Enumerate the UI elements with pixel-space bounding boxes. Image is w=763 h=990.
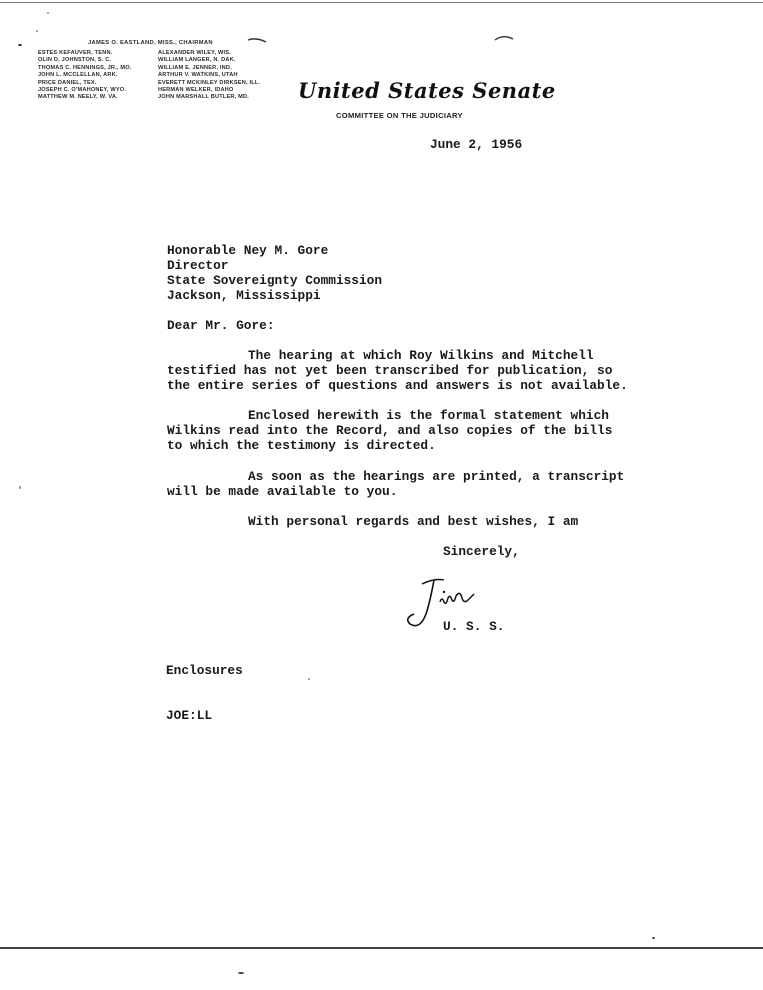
recipient-line: Director [167, 258, 229, 273]
member-name: ALEXANDER WILEY, WIS. [158, 50, 231, 56]
member-name: JOHN MARSHALL BUTLER, MD. [158, 94, 249, 101]
scan-speck [308, 678, 310, 680]
signature-initials: U. S. S. [443, 619, 505, 634]
recipient-line: State Sovereignty Commission [167, 273, 383, 288]
member-name: JOSEPH C. O'MAHONEY, WYO. [38, 87, 127, 94]
body-line: testified has not yet been transcribed for publication, so [167, 363, 613, 378]
committee-members-left [38, 50, 132, 102]
scan-speck [47, 12, 49, 14]
body-line: The hearing at which Roy Wilkins and Mitchell [248, 348, 594, 363]
body-line: will be made available to you. [167, 484, 398, 499]
closing: Sincerely, [443, 544, 520, 559]
scan-speck [19, 486, 21, 489]
reference-initials: JOE:LL [166, 708, 213, 723]
recipient-line: Honorable Ney M. Gore [167, 243, 329, 258]
body-line: As soon as the hearings are printed, a transcript [248, 469, 625, 484]
senate-title: United States Senate [298, 78, 556, 103]
committee-name: COMMITTEE ON THE JUDICIARY [336, 111, 463, 120]
body-line: to which the testimony is directed. [167, 438, 436, 453]
member-name: JOHN L. MCCLELLAN, ARK. [38, 72, 118, 79]
member-name: WILLIAM E. JENNER, IND. [158, 64, 232, 71]
member-name: ARTHUR V. WATKINS, UTAH [158, 72, 238, 79]
member-name: OLIN D. JOHNSTON, S. C. [38, 57, 112, 64]
member-name: MATTHEW M. NEELY, W. VA. [38, 94, 118, 101]
scan-speck [652, 937, 655, 939]
member-name: ESTES KEFAUVER, TENN. [38, 50, 113, 56]
enclosures-note: Enclosures [166, 663, 243, 678]
recipient-line: Jackson, Mississippi [167, 288, 321, 303]
member-name: WILLIAM LANGER, N. DAK. [158, 57, 236, 64]
body-line: Enclosed herewith is the formal statement which [248, 408, 609, 423]
scan-speck [238, 972, 244, 974]
member-name: EVERETT MCKINLEY DIRKSEN, ILL. [158, 79, 261, 86]
scan-edge-line-bottom [0, 947, 763, 949]
scan-speck [36, 30, 38, 32]
letterhead-mark [493, 34, 515, 42]
committee-members-right [158, 50, 260, 102]
salutation: Dear Mr. Gore: [167, 318, 275, 333]
body-line: the entire series of questions and answers is not available. [167, 378, 628, 393]
member-name: PRICE DANIEL, TEX. [38, 79, 97, 86]
letter-date: June 2, 1956 [430, 137, 523, 152]
letterhead-chairman: JAMES O. EASTLAND, MISS., CHAIRMAN [88, 40, 213, 46]
scan-edge-line-top [0, 2, 763, 3]
scan-speck [18, 44, 22, 46]
body-line: With personal regards and best wishes, I am [248, 514, 579, 529]
letterhead-mark [246, 36, 268, 44]
member-name: HERMAN WELKER, IDAHO [158, 87, 234, 94]
body-line: Wilkins read into the Record, and also copies of the bills [167, 423, 613, 438]
member-name: THOMAS C. HENNINGS, JR., MO. [38, 64, 132, 71]
